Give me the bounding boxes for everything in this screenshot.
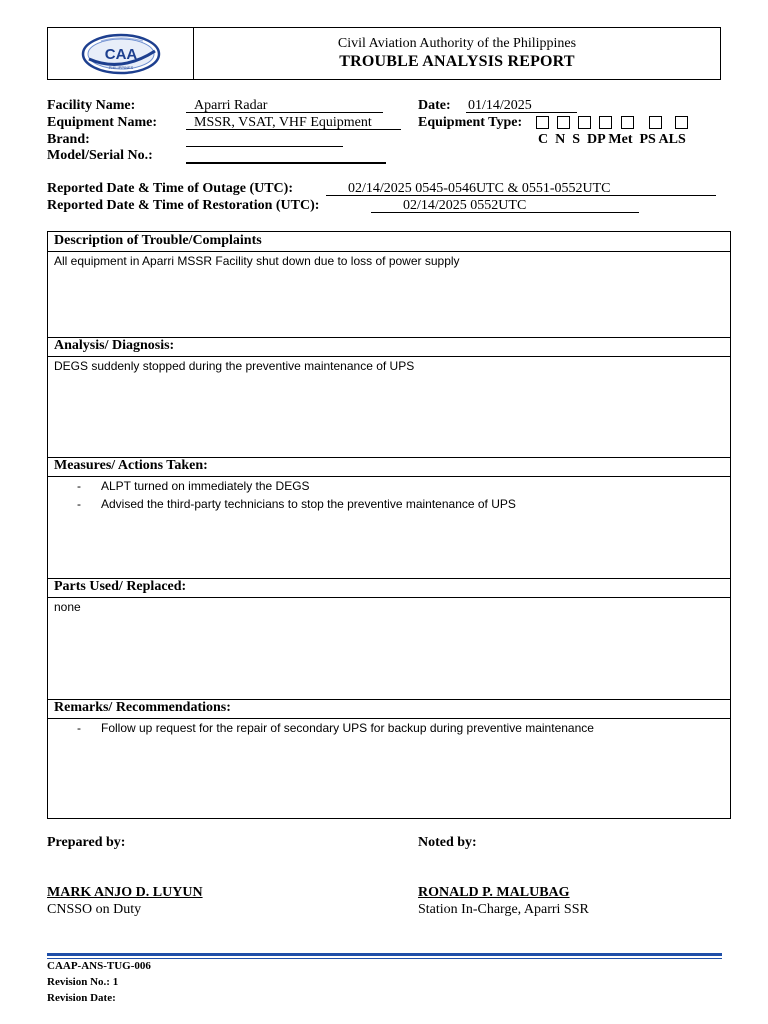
doc-code: CAAP-ANS-TUG-006 bbox=[47, 960, 151, 972]
bullet-dash: - bbox=[77, 479, 81, 493]
logo-text: CAA bbox=[104, 46, 138, 63]
parts-text: none bbox=[54, 600, 81, 614]
noted-name: RONALD P. MALUBAG bbox=[418, 885, 570, 900]
description-title: Description of Trouble/Complaints bbox=[54, 233, 262, 248]
brand-label: Brand: bbox=[47, 132, 90, 147]
caap-logo bbox=[81, 33, 161, 75]
report-header bbox=[47, 27, 721, 80]
checkbox-als[interactable] bbox=[675, 116, 688, 129]
date-label: Date: bbox=[418, 98, 451, 113]
measures-item: ALPT turned on immediately the DEGS bbox=[101, 479, 310, 493]
parts-header bbox=[48, 578, 730, 598]
model-underline bbox=[186, 162, 386, 164]
org-name: Civil Aviation Authority of the Philippines bbox=[337, 36, 577, 51]
checkbox-met[interactable] bbox=[621, 116, 634, 129]
restoration-label: Reported Date & Time of Restoration (UTC): bbox=[47, 198, 320, 213]
equipment-type-codes: C N S DP Met PS ALS bbox=[538, 132, 686, 147]
report-title: TROUBLE ANALYSIS REPORT bbox=[339, 53, 575, 70]
revision-no: Revision No.: 1 bbox=[47, 976, 119, 988]
date-value: 01/14/2025 bbox=[468, 98, 532, 113]
checkbox-dp[interactable] bbox=[599, 116, 612, 129]
checkbox-s[interactable] bbox=[578, 116, 591, 129]
analysis-title: Analysis/ Diagnosis: bbox=[54, 338, 175, 353]
measures-item: Advised the third-party technicians to stop the preventive maintenance of UPS bbox=[101, 497, 516, 511]
description-text: All equipment in Aparri MSSR Facility shut down due to loss of power supply bbox=[54, 254, 460, 268]
facility-value: Aparri Radar bbox=[194, 98, 268, 113]
measures-header bbox=[48, 457, 730, 477]
prepared-role: CNSSO on Duty bbox=[47, 902, 142, 917]
revision-date: Revision Date: bbox=[47, 992, 116, 1004]
facility-label: Facility Name: bbox=[47, 98, 136, 113]
outage-label: Reported Date & Time of Outage (UTC): bbox=[47, 181, 293, 196]
equipment-value: MSSR, VSAT, VHF Equipment bbox=[194, 115, 372, 130]
outage-value: 02/14/2025 0545-0546UTC & 0551-0552UTC bbox=[348, 181, 611, 196]
analysis-header bbox=[48, 337, 730, 357]
parts-title: Parts Used/ Replaced: bbox=[54, 579, 187, 594]
footer-rule bbox=[47, 953, 722, 956]
bullet-dash: - bbox=[77, 497, 81, 511]
footer-rule-thin bbox=[47, 958, 722, 959]
remarks-header bbox=[48, 699, 730, 719]
noted-label: Noted by: bbox=[418, 835, 477, 850]
checkbox-n[interactable] bbox=[557, 116, 570, 129]
logo-cell bbox=[48, 28, 194, 79]
noted-role: Station In-Charge, Aparri SSR bbox=[418, 902, 589, 917]
remarks-title: Remarks/ Recommendations: bbox=[54, 700, 231, 715]
remarks-item: Follow up request for the repair of secondary UPS for backup during preventive maintenance bbox=[101, 721, 594, 735]
prepared-name: MARK ANJO D. LUYUN bbox=[47, 885, 203, 900]
bullet-dash: - bbox=[77, 721, 81, 735]
checkbox-c[interactable] bbox=[536, 116, 549, 129]
analysis-text: DEGS suddenly stopped during the preventive maintenance of UPS bbox=[54, 359, 415, 373]
restoration-value: 02/14/2025 0552UTC bbox=[403, 198, 527, 213]
model-label: Model/Serial No.: bbox=[47, 148, 153, 163]
equipment-label: Equipment Name: bbox=[47, 115, 158, 130]
equipment-type-checkboxes bbox=[536, 116, 696, 130]
logo-subtext: PHILIPPINES bbox=[108, 65, 134, 70]
equipment-type-label: Equipment Type: bbox=[418, 115, 523, 130]
measures-title: Measures/ Actions Taken: bbox=[54, 458, 208, 473]
brand-underline bbox=[186, 146, 343, 147]
description-header bbox=[48, 232, 730, 252]
prepared-label: Prepared by: bbox=[47, 835, 126, 850]
checkbox-ps[interactable] bbox=[649, 116, 662, 129]
report-sections bbox=[47, 231, 731, 819]
